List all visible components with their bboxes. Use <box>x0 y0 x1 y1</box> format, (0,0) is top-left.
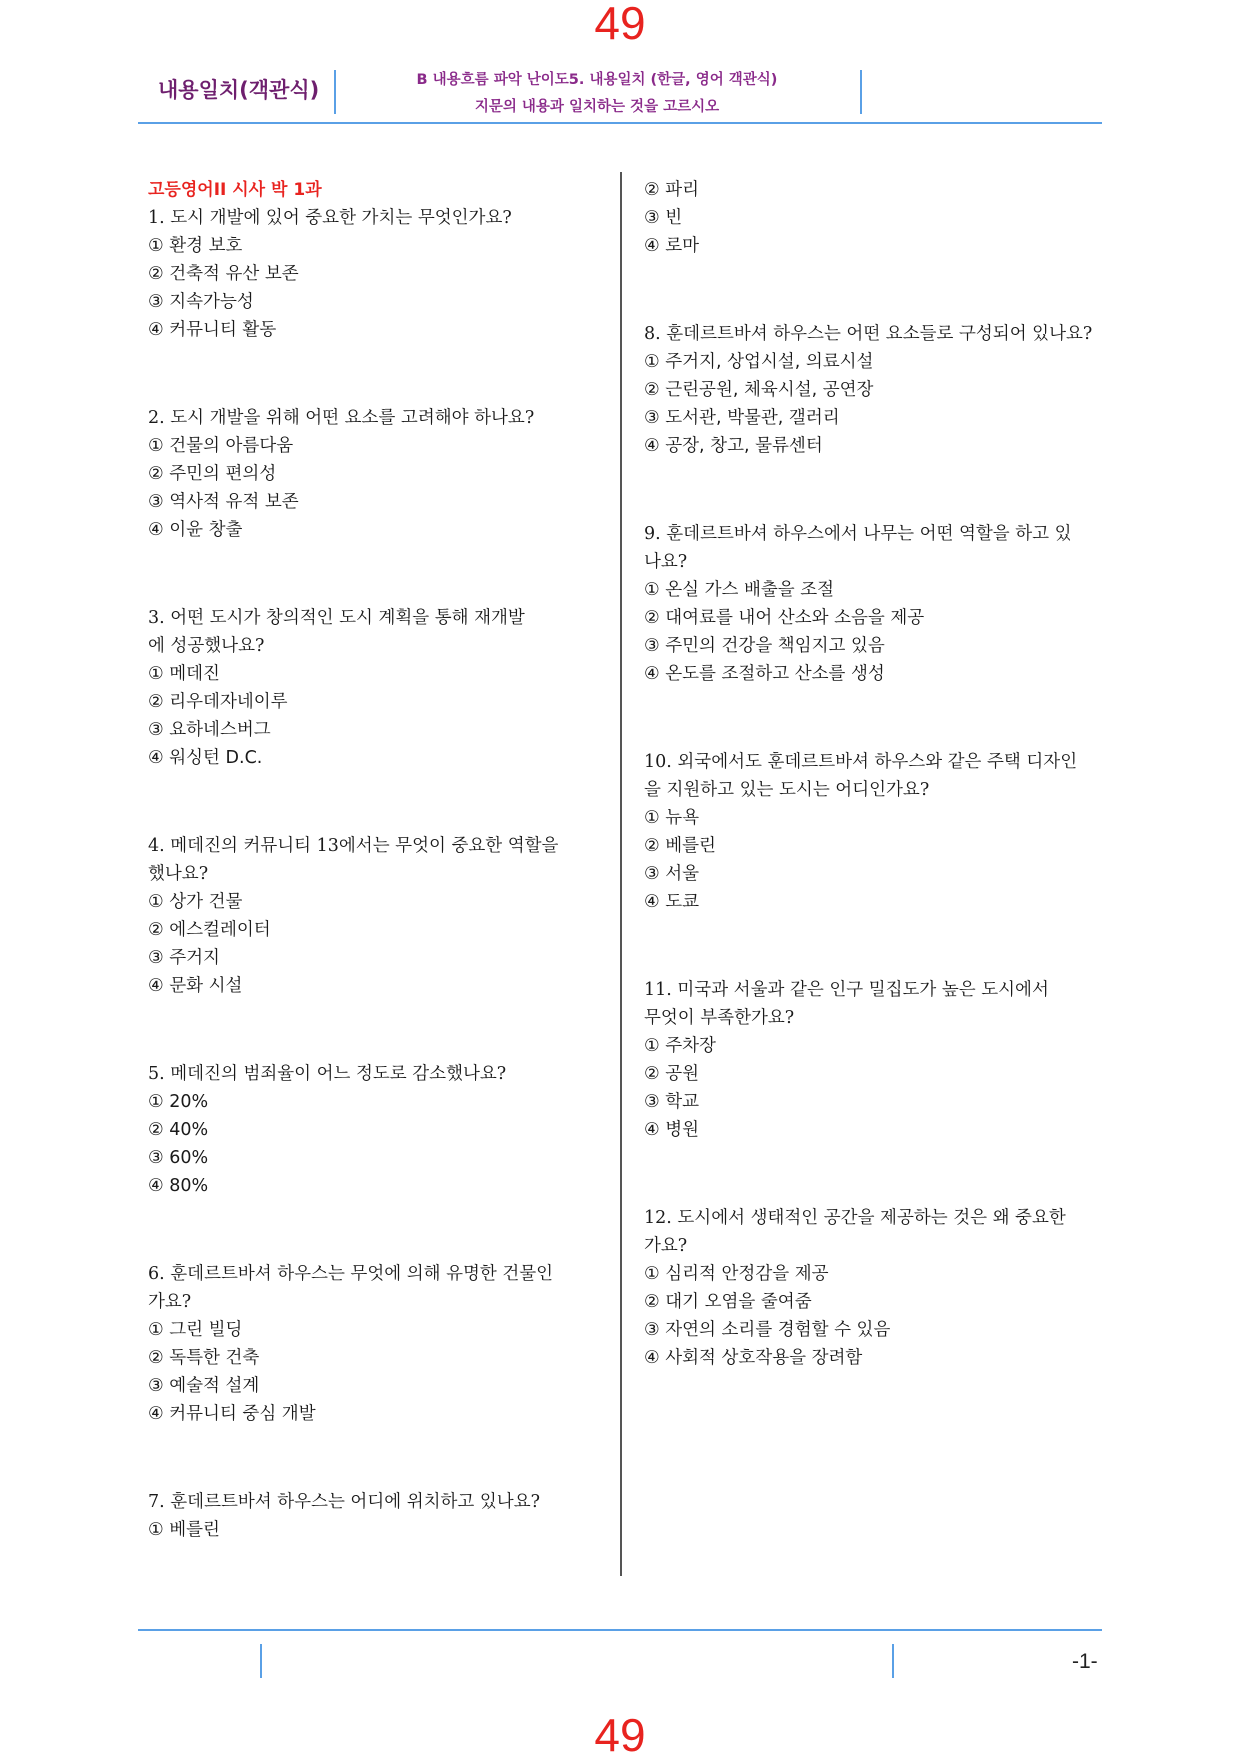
option: ③ 서울 <box>644 864 700 884</box>
question-6 <box>148 1260 608 1428</box>
option: ① 메데진 <box>148 664 220 684</box>
footer-page-label: -1- <box>1072 1650 1098 1673</box>
right-column <box>644 176 1094 1372</box>
question-text: 11. 미국과 서울과 같은 인구 밀집도가 높은 도시에서 무엇이 부족한가요? <box>644 980 1049 1028</box>
question-5 <box>148 1060 608 1200</box>
option: ④ 온도를 조절하고 산소를 생성 <box>644 664 885 684</box>
footer-rule <box>138 1629 1102 1631</box>
option: ④ 커뮤니티 활동 <box>148 320 277 340</box>
option: ② 대여료를 내어 산소와 소음을 제공 <box>644 608 925 628</box>
option: ③ 지속가능성 <box>148 292 254 312</box>
question-4 <box>148 832 608 1000</box>
option: ② 대기 오염을 줄여줌 <box>644 1292 812 1312</box>
question-7-continued <box>644 176 1094 260</box>
option: ① 상가 건물 <box>148 892 243 912</box>
option: ③ 주민의 건강을 책임지고 있음 <box>644 636 885 656</box>
option: ① 환경 보호 <box>148 236 243 256</box>
option: ④ 워싱턴 D.C. <box>148 748 263 768</box>
option: ① 심리적 안정감을 제공 <box>644 1264 829 1284</box>
question-text: 7. 훈데르트바셔 하우스는 어디에 위치하고 있나요? <box>148 1492 540 1512</box>
option: ③ 빈 <box>644 208 683 228</box>
option: ② 에스컬레이터 <box>148 920 271 940</box>
option: ② 공원 <box>644 1064 700 1084</box>
option: ③ 학교 <box>644 1092 700 1112</box>
option: ① 그린 빌딩 <box>148 1320 243 1340</box>
question-7 <box>148 1488 608 1544</box>
header-subtitle-line2: 지문의 내용과 일치하는 것을 고르시오 <box>474 99 720 115</box>
option: ③ 주거지 <box>148 948 220 968</box>
question-text: 8. 훈데르트바셔 하우스는 어떤 요소들로 구성되어 있나요? <box>644 324 1093 344</box>
page-number-bottom: 49 <box>594 1709 646 1761</box>
question-text: 2. 도시 개발을 위해 어떤 요소를 고려해야 하나요? <box>148 408 535 428</box>
option: ③ 요하네스버그 <box>148 720 271 740</box>
option: ④ 문화 시설 <box>148 976 243 996</box>
header-divider-left <box>334 70 336 114</box>
section-title: 고등영어II 시사 박 1과 <box>148 180 322 200</box>
option: ② 리우데자네이루 <box>148 692 288 712</box>
option: ① 뉴욕 <box>644 808 700 828</box>
question-2 <box>148 404 608 544</box>
question-text: 1. 도시 개발에 있어 중요한 가치는 무엇인가요? <box>148 208 512 228</box>
question-1 <box>148 204 608 344</box>
option: ② 파리 <box>644 180 700 200</box>
header-divider-right <box>860 70 862 114</box>
option: ① 주차장 <box>644 1036 716 1056</box>
question-text: 10. 외국에서도 훈데르트바셔 하우스와 같은 주택 디자인을 지원하고 있는 도시는 어디인가요? <box>644 752 1078 800</box>
question-text: 6. 훈데르트바셔 하우스는 무엇에 의해 유명한 건물인가요? <box>148 1264 554 1312</box>
question-text: 5. 메데진의 범죄율이 어느 정도로 감소했나요? <box>148 1064 507 1084</box>
question-8 <box>644 320 1094 460</box>
footer-divider-left <box>260 1644 262 1678</box>
option: ④ 80% <box>148 1176 209 1196</box>
option: ④ 도쿄 <box>644 892 700 912</box>
option: ② 베를린 <box>644 836 716 856</box>
option: ③ 자연의 소리를 경험할 수 있음 <box>644 1320 891 1340</box>
header-title: 내용일치(객관식) <box>158 78 320 102</box>
option: ① 주거지, 상업시설, 의료시설 <box>644 352 874 372</box>
question-text: 3. 어떤 도시가 창의적인 도시 계획을 통해 재개발에 성공했나요? <box>148 608 525 656</box>
header-rule <box>138 122 1102 124</box>
question-3 <box>148 604 608 772</box>
question-text: 9. 훈데르트바셔 하우스에서 나무는 어떤 역할을 하고 있나요? <box>644 524 1072 572</box>
option: ② 근린공원, 체육시설, 공연장 <box>644 380 874 400</box>
question-10 <box>644 748 1094 916</box>
header-subtitle-line1: B 내용흐름 파악 난이도5. 내용일치 (한글, 영어 객관식) <box>416 72 778 88</box>
option: ④ 사회적 상호작용을 장려함 <box>644 1348 863 1368</box>
question-text: 12. 도시에서 생태적인 공간을 제공하는 것은 왜 중요한가요? <box>644 1208 1066 1256</box>
option: ④ 공장, 창고, 물류센터 <box>644 436 823 456</box>
question-text: 4. 메데진의 커뮤니티 13에서는 무엇이 중요한 역할을 했나요? <box>148 836 559 884</box>
option: ② 건축적 유산 보존 <box>148 264 299 284</box>
option: ③ 도서관, 박물관, 갤러리 <box>644 408 840 428</box>
option: ① 건물의 아름다움 <box>148 436 294 456</box>
option: ① 온실 가스 배출을 조절 <box>644 580 835 600</box>
question-9 <box>644 520 1094 688</box>
option: ④ 이윤 창출 <box>148 520 243 540</box>
option: ③ 역사적 유적 보존 <box>148 492 299 512</box>
option: ③ 예술적 설계 <box>148 1376 260 1396</box>
option: ② 주민의 편의성 <box>148 464 277 484</box>
question-12 <box>644 1204 1094 1372</box>
footer-divider-right <box>892 1644 894 1678</box>
option: ② 40% <box>148 1120 209 1140</box>
column-divider <box>620 172 622 1576</box>
option: ④ 병원 <box>644 1120 700 1140</box>
option: ④ 로마 <box>644 236 700 256</box>
option: ② 독특한 건축 <box>148 1348 260 1368</box>
left-column <box>148 176 608 1544</box>
page-number-top: 49 <box>594 0 646 49</box>
question-11 <box>644 976 1094 1144</box>
option: ④ 커뮤니티 중심 개발 <box>148 1404 316 1424</box>
option: ① 베를린 <box>148 1520 220 1540</box>
option: ③ 60% <box>148 1148 209 1168</box>
option: ① 20% <box>148 1092 209 1112</box>
